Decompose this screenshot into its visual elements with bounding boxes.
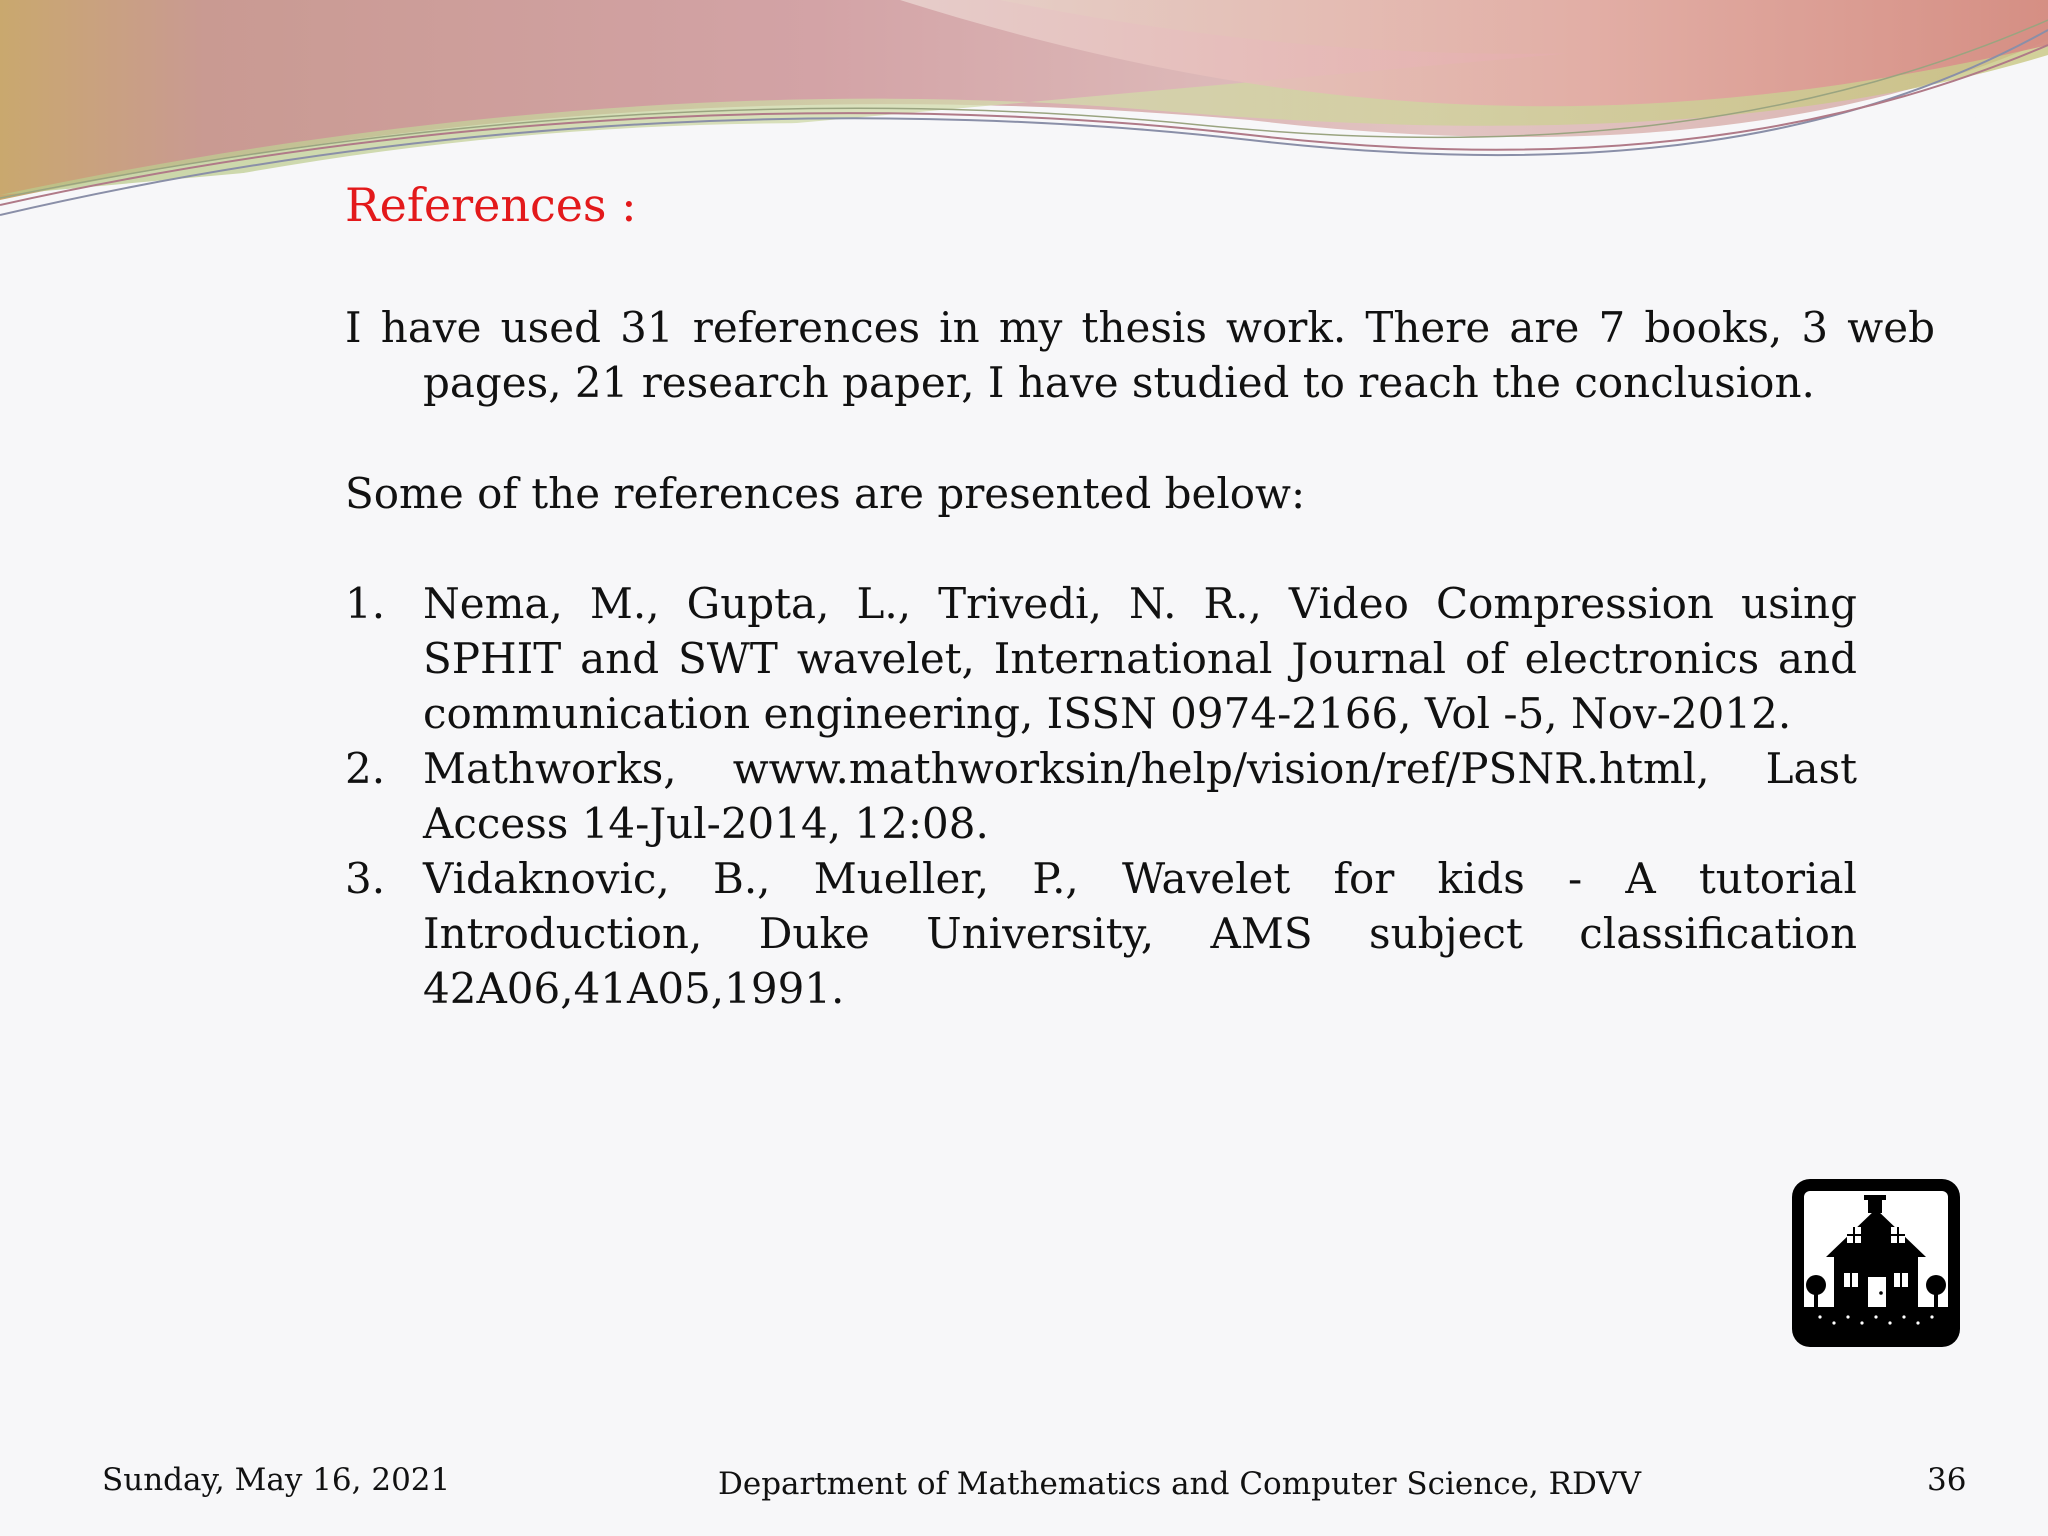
intro-paragraph: I have used 31 references in my thesis work. There are 7 books, 3 web pages, 21 research paper, I have studied to reach the conclusion. xyxy=(345,303,1935,407)
reference-text: Vidaknovic, B., Mueller, P., Wavelet for kids - A tutorial Introduction, Duke University, AMS subject classification 42A06,41A05,1991. xyxy=(423,854,1857,1013)
references-subheading: Some of the references are presented below: xyxy=(345,469,1306,518)
reference-text: Mathworks, www.mathworksin/help/vision/ref/PSNR.html, Last Access 14-Jul-2014, 12:08. xyxy=(423,744,1857,848)
reference-number: 2. xyxy=(345,744,386,793)
reference-item xyxy=(345,741,1857,851)
slide-title: References : xyxy=(345,178,637,232)
footer-date: Sunday, May 16, 2021 xyxy=(102,1462,451,1498)
reference-item xyxy=(345,576,1857,741)
header-wave-decoration xyxy=(0,0,2048,240)
reference-number: 3. xyxy=(345,854,386,903)
reference-list xyxy=(345,576,1857,1016)
reference-number: 1. xyxy=(345,579,386,628)
reference-text: Nema, M., Gupta, L., Trivedi, N. R., Video Compression using SPHIT and SWT wavelet, International Journal of electronics and communication engineering, ISSN 0974-2166, Vol -5, Nov-2012. xyxy=(423,579,1857,738)
footer-page-number: 36 xyxy=(1927,1462,1967,1498)
home-icon[interactable] xyxy=(1790,1177,1962,1349)
reference-item xyxy=(345,851,1857,1016)
footer-department: Department of Mathematics and Computer Science, RDVV xyxy=(718,1466,1642,1502)
